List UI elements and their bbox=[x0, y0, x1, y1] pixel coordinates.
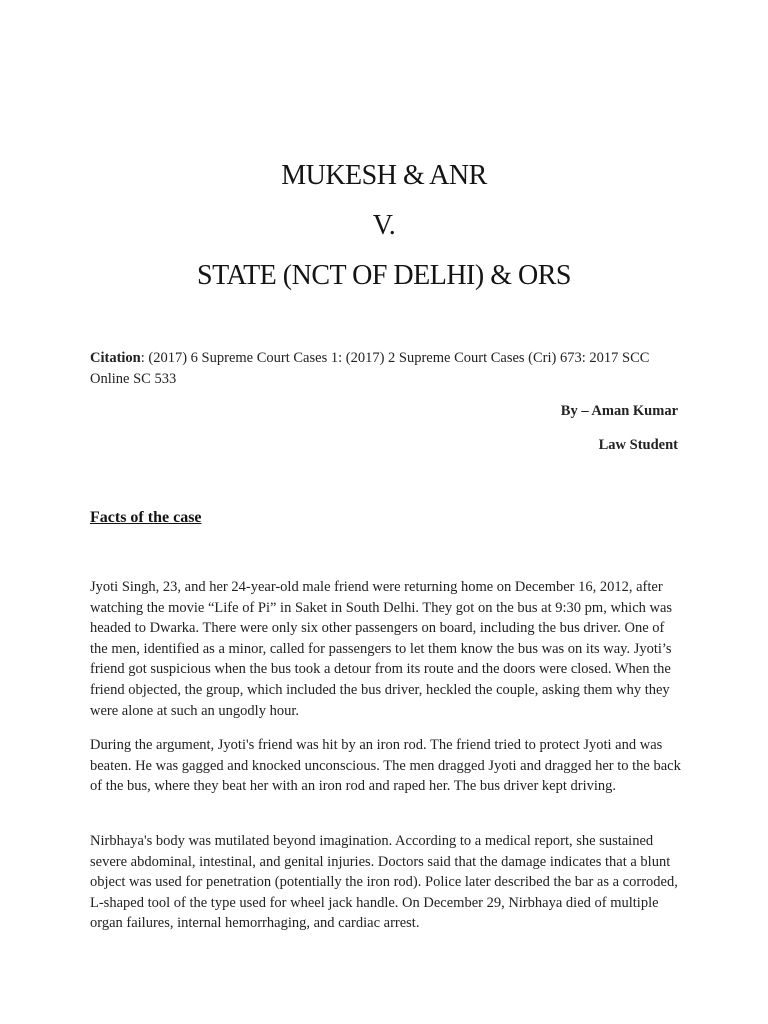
paragraph: During the argument, Jyoti's friend was hit by an iron rod. The friend tried to protect Jyoti and was beaten. He was gagged and knocked unconscious. The men dragged Jyoti and dragged her to the back of the bus, where they beat her with an iron rod and raped her. The bus driver kept driving. bbox=[90, 737, 681, 795]
author-role: Law Student bbox=[598, 437, 678, 453]
citation-label: Citation bbox=[90, 350, 141, 366]
case-title-respondent: STATE (NCT OF DELHI) & ORS bbox=[197, 260, 571, 291]
paragraph: Nirbhaya's body was mutilated beyond imagination. According to a medical report, she sustained severe abdominal, intestinal, and genital injuries. Doctors said that the damage indicates that a blunt object was used for penetration (potentially the iron rod). Police later described the bar as a corroded, L-shaped tool of the type used for wheel jack handle. On December 29, Nirbhaya died of multiple organ failures, internal hemorrhaging, and cardiac arrest. bbox=[90, 833, 678, 932]
case-title-versus: V. bbox=[372, 210, 396, 241]
paragraph: Jyoti Singh, 23, and her 24-year-old male friend were returning home on December 16, 2012, after watching the movie “Life of Pi” in Saket in South Delhi. They got on the bus at 9:30 pm, which was headed to Dwarka. There were only six other passengers on board, including the bus driver. One of the men, identified as a minor, called for passengers to let them know the bus was on its way. Jyoti’s friend got suspicious when the bus took a detour from its route and the doors were closed. When the friend objected, the group, which included the bus driver, heckled the couple, asking them why they were alone at such an ungodly hour. bbox=[90, 579, 673, 719]
document-page bbox=[90, 0, 681, 1024]
citation-text: : (2017) 6 Supreme Court Cases 1: (2017) 2 Supreme Court Cases (Cri) 673: 2017 SCC Online SC 533 bbox=[90, 350, 650, 387]
citation bbox=[90, 348, 678, 390]
author-byline: By – Aman Kumar bbox=[560, 403, 678, 419]
case-title-petitioner: MUKESH & ANR bbox=[281, 160, 487, 191]
section-heading: Facts of the case bbox=[90, 509, 202, 526]
